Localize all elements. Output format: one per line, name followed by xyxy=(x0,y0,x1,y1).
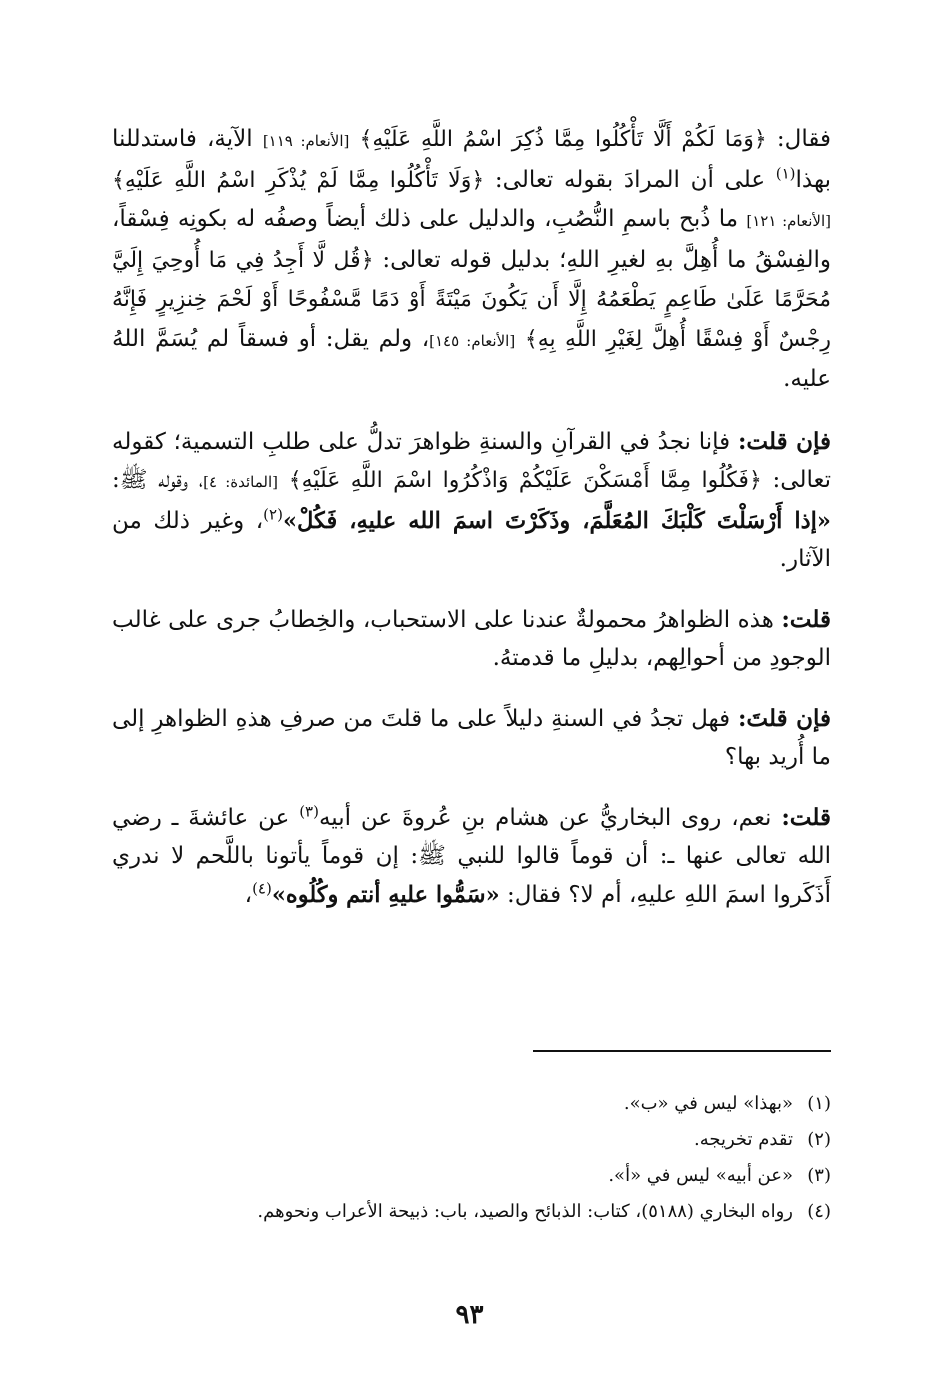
paragraph xyxy=(112,700,831,777)
quran-verse: ﴿قُل لَّا أَجِدُ فِي مَا أُوحِيَ إِلَيَّ مُحَرَّمًا عَلَىٰ طَاعِمٍ يَطْعَمُهُ إِلَّا أَن يَكُونَ مَيْتَةً أَوْ دَمًا مَّسْفُوحًا أَوْ لَحْمَ خِنزِيرٍ فَإِنَّهُ رِجْسٌ أَوْ فِسْقًا أُهِلَّ لِغَيْرِ اللَّهِ بِهِ﴾ xyxy=(112,247,831,352)
footnote-number: (٢) xyxy=(807,1129,831,1150)
footnote-marker: (١) xyxy=(775,163,796,182)
text-run: أن قوماً قالوا للنبي ﷺ: إن قوماً يأتونا باللَّحم لا ندري أَذَكَروا اسمَ اللهِ عليهِ، أم لا؟ فقال: xyxy=(112,843,831,908)
footnotes xyxy=(112,1086,831,1230)
footnote-text: «بهذا» ليس في «ب». xyxy=(623,1093,793,1114)
verse-reference: [الأنعام: ١٢١] xyxy=(746,212,831,230)
footnote xyxy=(112,1194,831,1230)
verse-reference: [الأنعام: ١٤٥] xyxy=(429,331,516,350)
question-lead: قلت: xyxy=(781,605,831,633)
paragraph xyxy=(112,601,831,678)
text-run: الآية، فاستدللنا بهذا xyxy=(112,126,831,193)
text-run: ، وقوله ﷺ: xyxy=(112,467,204,493)
hadith-quote: «إذا أَرْسَلْتَ كَلْبَكَ المُعَلَّمَ، وذَكَرْتَ اسمَ الله عليهِ، فَكُلْ» xyxy=(282,507,831,534)
footnote xyxy=(112,1158,831,1194)
quran-verse: ﴿فَكُلُوا مِمَّا أَمْسَكْنَ عَلَيْكُمْ وَاذْكُرُوا اسْمَ اللَّهِ عَلَيْهِ﴾ xyxy=(288,468,762,493)
paragraph xyxy=(112,799,831,915)
page-number: ٩٣ xyxy=(455,1300,484,1330)
footnote-marker: (٤) xyxy=(252,878,272,897)
text-run: ، ولم يقل: أو فسقاً لم يُسَمَّ اللهُ عليه. xyxy=(112,325,831,392)
footnote-number: (١) xyxy=(807,1093,831,1114)
footnote-number: (٤) xyxy=(807,1201,831,1222)
footnote-marker: (٣) xyxy=(299,801,319,820)
paragraph xyxy=(112,120,831,399)
question-lead: فإن قلت: xyxy=(737,427,831,455)
footnote-text: «عن أبيه» ليس في «أ». xyxy=(608,1165,793,1186)
text-run: هذه الظواهرُ محمولةٌ عندنا على الاستحباب، والخِطابُ جرى على غالب الوجودِ من أحوالِهم، بدليلِ ما قدمتهُ. xyxy=(112,606,831,671)
footnote xyxy=(112,1086,831,1122)
question-lead: فإن قلتَ: xyxy=(737,704,831,732)
text-run: نعم، روى البخاريُّ عن هشام بنِ عُروةَ عن أبيه xyxy=(318,804,782,831)
footnote-text: رواه البخاري (٥١٨٨)، كتاب: الذبائح والصيد، باب: ذبيحة الأعراب ونحوهم. xyxy=(257,1201,793,1222)
footnote-number: (٣) xyxy=(807,1165,831,1186)
verse-reference: [الأنعام: ١١٩] xyxy=(262,132,350,150)
verse-reference: [المائدة: ٤] xyxy=(203,473,278,491)
text-run: ، xyxy=(244,881,253,908)
text-run: عن عائشةَ ـ رضي الله تعالى عنها ـ: xyxy=(112,804,831,869)
quran-verse: ﴿وَمَا لَكُمْ أَلَّا تَأْكُلُوا مِمَّا ذُكِرَ اسْمُ اللَّهِ عَلَيْهِ﴾ xyxy=(359,127,767,152)
text-run xyxy=(278,467,289,493)
text-run xyxy=(515,326,525,352)
text-run: ما ذُبح باسمِ النُّصُبِ، والدليل على ذلك أيضاً وصفُه له بكونِه فِسْقاً، والفِسْقُ ما أُهِلَّ بهِ لغيرِ اللهِ؛ بدليل قوله تعالى: xyxy=(112,206,832,273)
paragraph xyxy=(112,423,831,579)
text-run: ، وغير ذلك من الآثار. xyxy=(112,507,831,572)
footnote-text: تقدم تخريجه. xyxy=(694,1129,793,1150)
footnote-separator xyxy=(533,1050,831,1052)
hadith-quote: «سَمُّوا عليهِ أنتم وكُلُوه» xyxy=(271,881,500,908)
question-lead: قلت: xyxy=(781,803,831,831)
text-run: فهل تجدُ في السنةِ دليلاً على ما قلتَ من صرفِ هذهِ الظواهرِ إلى ما أُريد بها؟ xyxy=(112,705,831,770)
footnote xyxy=(112,1122,831,1158)
text-run: فقال: xyxy=(766,126,831,152)
text-run: على أن المرادَ بقوله تعالى: xyxy=(484,166,776,193)
text-run xyxy=(349,126,359,152)
text-run: فإنا نجدُ في القرآنِ والسنةِ ظواهرَ تدلُّ على طلبِ التسمية؛ كقوله تعالى: xyxy=(112,428,831,493)
footnote-marker: (٢) xyxy=(263,504,283,523)
quran-verse: ﴿وَلَا تَأْكُلُوا مِمَّا لَمْ يُذْكَرِ اسْمُ اللَّهِ عَلَيْهِ﴾ xyxy=(112,167,485,193)
